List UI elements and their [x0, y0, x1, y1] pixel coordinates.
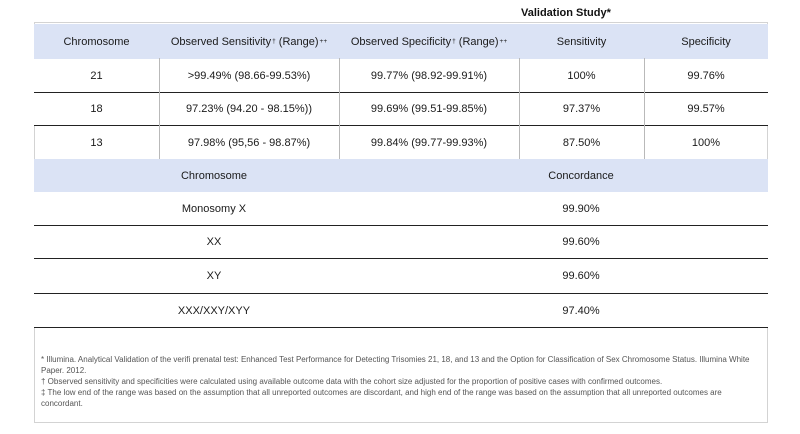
col-header-chromosome: Chromosome — [180, 169, 248, 182]
cell-observed-specificity: 99.69% (99.51-99.85%) — [370, 103, 488, 115]
cell-observed-sensitivity: 97.98% (95,56 - 98.87%) — [187, 136, 311, 149]
table-row — [34, 294, 768, 328]
table-row — [34, 192, 768, 226]
cell-sensitivity: 100% — [567, 69, 596, 82]
col-header-chromosome: Chromosome — [63, 35, 130, 48]
cell-concordance: 97.40% — [562, 304, 600, 317]
cell-observed-sensitivity: >99.49% (98.66-99.53%) — [187, 69, 311, 82]
cell-chromosome: 21 — [90, 69, 103, 82]
cell-observed-specificity: 99.84% (99.77-99.93%) — [370, 136, 488, 149]
table2-header-row — [34, 159, 768, 192]
table-row — [34, 126, 768, 159]
cell-specificity: 99.57% — [687, 103, 725, 115]
footnote-observed: † Observed sensitivity and specificities were calculated using available outcome data with the cohort size adjusted for the proportion of positive cases with confirmed outcomes. — [41, 377, 663, 386]
cell-concordance: 99.90% — [562, 202, 600, 215]
column-divider — [159, 58, 160, 159]
col-header-concordance: Concordance — [548, 169, 614, 182]
cell-observed-specificity: 99.77% (98.92-99.91%) — [370, 69, 488, 82]
cell-chromosome: Monosomy X — [181, 202, 247, 215]
col-header-observed-specificity: Observed Specificity † (Range) ++ — [350, 35, 508, 48]
cell-sensitivity: 97.37% — [562, 103, 601, 115]
table-row — [34, 93, 768, 126]
col-header-observed-sensitivity: Observed Sensitivity † (Range) ++ — [170, 35, 328, 48]
column-divider — [339, 58, 340, 159]
cell-chromosome: 18 — [90, 103, 103, 115]
cell-observed-sensitivity: 97.23% (94.20 - 98.15%)) — [186, 103, 312, 115]
cell-specificity: 100% — [691, 136, 721, 149]
validation-study-title: Validation Study* — [521, 7, 611, 19]
column-divider — [644, 58, 645, 159]
cell-specificity: 99.76% — [687, 69, 725, 82]
col-header-specificity: Specificity — [681, 35, 731, 48]
column-divider — [519, 58, 520, 159]
table-row — [34, 259, 768, 294]
table-row — [34, 59, 768, 93]
footnotes — [41, 354, 761, 409]
footnote-source: * Illumina. Analytical Validation of the verifi prenatal test: Enhanced Test Performance for Detecting Trisomies 21, 18, and 13 and the Option for Classification of Sex Chromosome Status. Illumina White Paper. 2012. — [41, 355, 750, 375]
footnote-range: ‡ The low end of the range was based on the assumption that all unreported outcomes are discordant, and high end of the range was based on the assumption that all unreported outcomes are concordant. — [41, 388, 722, 408]
cell-chromosome: 13 — [90, 136, 103, 149]
cell-chromosome: XXX/XXY/XYY — [177, 304, 251, 317]
table1-header-row — [34, 24, 768, 59]
cell-sensitivity: 87.50% — [562, 136, 601, 149]
cell-chromosome: XY — [206, 270, 222, 282]
table-row — [34, 226, 768, 259]
cell-concordance: 99.60% — [562, 236, 600, 248]
col-header-sensitivity: Sensitivity — [556, 35, 607, 48]
cell-chromosome: XX — [206, 236, 222, 248]
cell-concordance: 99.60% — [562, 270, 600, 282]
